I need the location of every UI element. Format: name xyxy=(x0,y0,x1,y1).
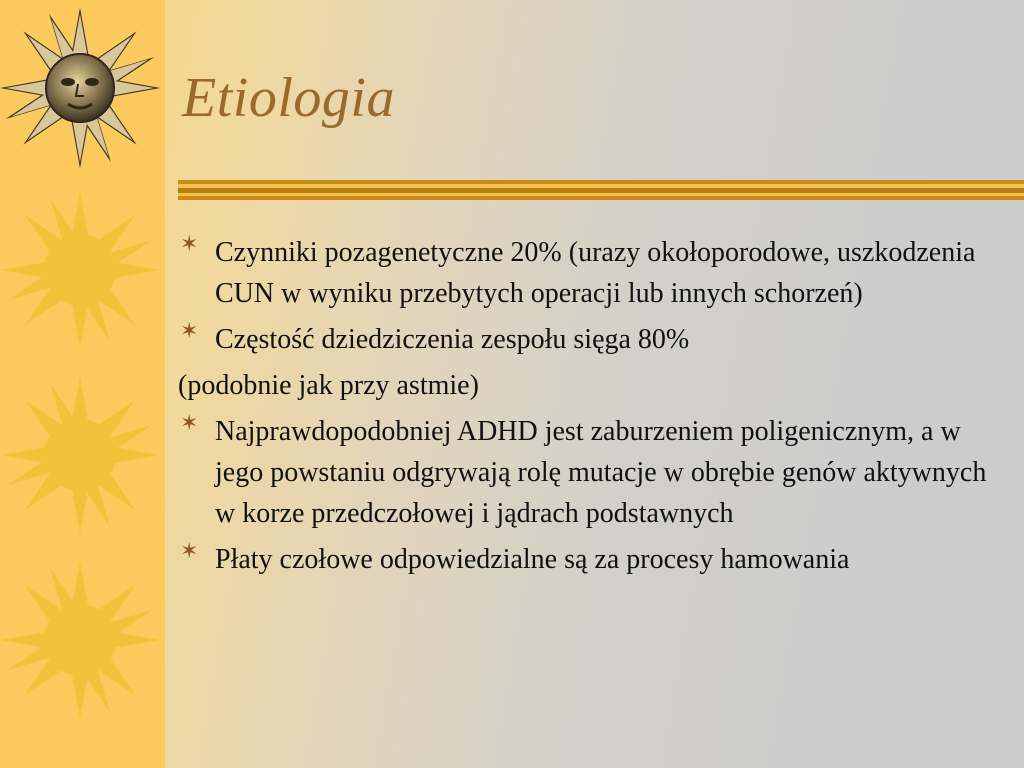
title-underline xyxy=(178,180,1024,204)
list-item xyxy=(178,411,1008,534)
list-item xyxy=(178,319,1008,360)
slide-title: Etiologia xyxy=(182,67,395,129)
list-item-text: Częstość dziedziczenia zespołu sięga 80% xyxy=(215,324,690,355)
list-item xyxy=(178,539,1008,580)
list-item-text: Płaty czołowe odpowiedzialne są za procesy hamowania xyxy=(215,544,850,575)
star-bullet-icon: ✶ xyxy=(180,231,199,256)
bullet-list xyxy=(178,232,1008,585)
list-item-text: (podobnie jak przy astmie) xyxy=(178,370,479,401)
decorative-strip xyxy=(0,0,165,768)
star-bullet-icon: ✶ xyxy=(180,410,199,435)
sun-icon xyxy=(2,377,158,533)
star-bullet-icon: ✶ xyxy=(180,538,199,563)
list-item-text: Czynniki pozagenetyczne 20% (urazy okołoporodowe, uszkodzenia CUN w wyniku przebytych operacji lub innych schorzeń) xyxy=(215,237,976,309)
sun-face-icon xyxy=(0,8,160,169)
list-item xyxy=(178,232,1008,314)
sun-icon xyxy=(2,192,158,348)
sun-decorations xyxy=(0,0,165,768)
list-item-text: Najprawdopodobniej ADHD jest zaburzeniem poligenicznym, a w jego powstaniu odgrywają rolę mutacje w obrębie genów aktywnych w korze przedczołowej i jądrach podstawnych xyxy=(215,416,987,529)
star-bullet-icon: ✶ xyxy=(180,318,199,343)
list-item xyxy=(178,365,1008,406)
sun-icon xyxy=(2,562,158,718)
